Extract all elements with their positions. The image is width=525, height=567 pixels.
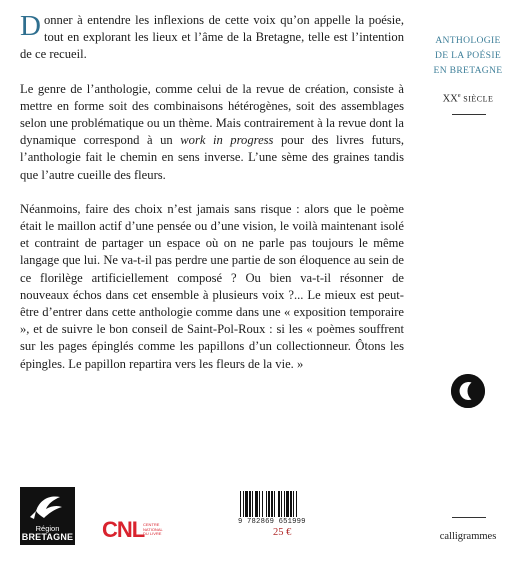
series-title — [420, 33, 516, 78]
paragraph-genre-end: pour des livres futurs, l’anthologie fait le chemin en sens inverse. L’une sème des graines tandis que l’autre cueille des fleurs. — [20, 133, 404, 182]
century-word: SIÈCLE — [463, 94, 494, 104]
paragraph-choices: Néanmoins, faire des choix n’est jamais sans risque : alors que le poème était le maillon actif d’une pensée ou d’une vision, le voilà maintenant isolé et contraint de partager un espace où on ne parle pas toujours le même langage que lui. Ne va-t-il pas perdre une partie de son éloquence au sein de ce florilège artificiellement composé ? Ou bien va-t-il résonner de nouveaux échos dans cet ensemble à plusieurs voix ?... Le mieux est peut-être d’entrer dans cette anthologie comme dans une « exposition temporaire », et de suivre le bon conseil de Saint-Pol-Roux : si les « poèmes souffrent sur les pages épinglés comme les papillons d’un collectionneur. Ôtons les épingles. Le papillon repartira vers les fleurs de la vie. » — [20, 201, 404, 371]
publisher-logo-icon — [451, 374, 485, 408]
italic-phrase: work in progress — [180, 133, 274, 148]
bretagne-word: BRETAGNE — [21, 532, 74, 542]
publisher-name: calligrammes — [439, 531, 497, 542]
region-word: Région — [35, 524, 60, 533]
paragraph-genre-start: Le genre de l’anthologie, comme celui de la revue de création, consiste à mettre en forme soit des combinaisons hétérogènes, soit des assemblages selon une problématique ou un thème. Mais contrairement à la revue dont la dynamique correspond à un — [20, 81, 404, 148]
barcode-bars-icon — [238, 491, 320, 517]
paragraph-intro-text: onner à entendre les inflexions de cette voix qu’on appelle la poésie, tout en explorant les lieux et l’âme de la Bretagne, telle est l’intention de ce recueil. — [20, 13, 404, 62]
drop-cap: D — [20, 10, 41, 42]
paragraph-genre — [20, 81, 404, 184]
divider-bottom — [452, 517, 486, 518]
region-logo-label — [20, 524, 75, 542]
cnl-logo — [102, 517, 163, 547]
century-label — [420, 92, 516, 105]
divider-top — [452, 114, 486, 115]
century-sup: e — [457, 92, 461, 99]
series-line-1: ANTHOLOGIE — [435, 35, 501, 46]
region-bird-icon — [20, 487, 75, 525]
cnl-letters: CNL — [102, 517, 145, 542]
paragraph-intro — [20, 12, 404, 64]
isbn-digits: 9 782869 651999 — [238, 518, 306, 526]
century-numeral: XX — [442, 93, 458, 105]
series-line-3: EN BRETAGNE — [433, 65, 503, 76]
region-bretagne-logo — [20, 487, 75, 545]
price-label: 25 € — [273, 527, 292, 538]
isbn-barcode — [238, 491, 320, 526]
series-line-2: DE LA POÉSIE — [435, 50, 501, 61]
cnl-subtitle: CENTRE NATIONAL DU LIVRE — [143, 522, 163, 537]
back-cover-text — [20, 12, 404, 390]
